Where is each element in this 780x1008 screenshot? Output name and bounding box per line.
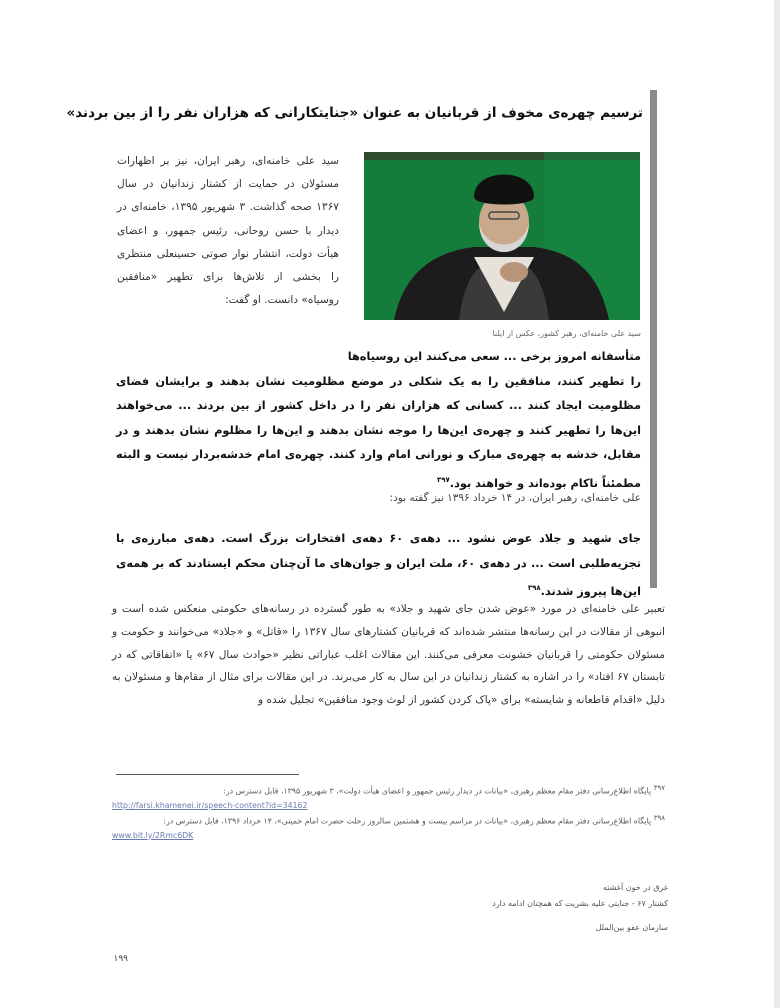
footnote-link[interactable]: http://farsi.khamenei.ir/speech-content?id=34162 (112, 800, 308, 810)
footnote-ref-397[interactable]: ۳۹۷ (436, 475, 450, 484)
footnote-398 (112, 811, 665, 843)
running-title: غرق در خون آغشته (602, 883, 668, 892)
highlighted-section (66, 90, 657, 598)
footnote-397 (112, 781, 665, 813)
footnote-number: ۳۹۸ (653, 814, 665, 822)
intro-paragraph: سید علی خامنه‌ای، رهبر ایران، نیز بر اظهارات مسئولان در حمایت از کشتار زندانیان در سال ۱۳۶۷ صحه گذاشت. ۳ شهریور ۱۳۹۵، خامنه‌ای در دیدار با حسن روحانی، رئیس جمهور، و اعضای هیأت دولت، انتشار نوار صوتی حسینعلی منتظری را بخشی از تلاش‌ها برای تطهیر «منافقین روسیاه» دانست. او گفت: (117, 155, 339, 307)
portrait-illustration (364, 152, 640, 320)
footnote-text: پایگاه اطلاع‌رسانی دفتر مقام معظم رهبری، «بیانات در دیدار رئیس جمهور و اعضای هیأت دولت»، ۳ شهریور ۱۳۹۵، قابل دسترس در: (223, 786, 652, 796)
body-paragraph: تعبیر علی خامنه‌ای در مورد «عوض شدن جای شهید و جلاد» به طور گسترده در رسانه‌های حکومتی منعکس شده است و انبوهی از مقالات در این رسانه‌ها منتشر شده‌اند که قربانیان کشتارهای سال ۱۳۶۷ را «قاتل» و «جلاد» می‌خوانند و حکومت و مسئولان حکومتی را قربانیان خشونت معرفی می‌کنند. این مقالات اغلب عباراتی نظیر «حوادث سال ۶۷» یا «اتفاقاتی که در تابستان ۶۷ افتاد» را در اشاره به کشتار زندانیان در این سال به کار می‌برند. در این مقالات برای مثال از مقام‌ها و مسئولان به دلیل «اقدام قاطعانه و شایسته» برای «پاک کردن کشور از لوث وجود منافقین» تجلیل شده و (112, 603, 666, 707)
quote-block-1 (116, 345, 641, 496)
page-number: ۱۹۹ (113, 954, 128, 964)
section-side-bar (650, 90, 657, 588)
attribution-note: علی خامنه‌ای، رهبر ایران، در ۱۴ خرداد ۱۳۹۶ نیز گفته بود: (389, 492, 641, 504)
quote-block-2 (116, 527, 641, 604)
footnote-link[interactable]: www.bit.ly/2Rmc6DK (112, 830, 194, 840)
quote-1-first-line: متأسفانه امروز برخی ... سعی می‌کنند این روسیاه‌ها (347, 350, 641, 363)
page-edge (774, 0, 780, 1008)
footnote-ref-398[interactable]: ۳۹۸ (527, 584, 541, 592)
footnote-divider (116, 774, 299, 775)
leader-photo (364, 152, 640, 320)
section-heading: ترسیم چهره‌ی مخوف از قربانیان به عنوان «جنایتکارانی که هزاران نفر را از بین بردند» (66, 105, 643, 121)
quote-1-body: را تطهیر کنند، منافقین را به یک شکلی در موضع مظلومیت نشان بدهند و برایشان فضای مظلومیت ایجاد کنند ... کسانی که هزاران نفر را در داخل کشور از بین بردند ... می‌خواهند این‌ها را تطهیر کنند و چهره‌ی این‌ها را موجه نشان بدهند و این‌ها را مظلوم نشان بدهند و در مقابل، خدشه به چهره‌ی مبارک و نورانی امام وارد کنند. چهره‌ی امام خدشه‌بردار نیست و البته مطمئناً ناکام بوده‌اند و خواهند بود. (116, 374, 641, 490)
photo-caption: سید علی خامنه‌ای، رهبر کشور، عکس از ایلنا (492, 329, 641, 338)
quote-2-body: جای شهید و جلاد عوض نشود ... دهه‌ی ۶۰ دهه‌ی افتخارات بزرگ است. دهه‌ی مبارزه‌ی با تجزیه‌طلبی است ... در دهه‌ی ۶۰، ملت ایران و جوان‌های ما آن‌چنان محکم ایستادند که بر همه‌ی این‌ها پیروز شدند. (116, 532, 641, 598)
running-subtitle: کشتار ۶۷ - جنایتی علیه بشریت که همچنان ادامه دارد (492, 899, 668, 908)
publisher-name: سازمان عفو بین‌الملل (595, 923, 668, 932)
footnote-text: پایگاه اطلاع‌رسانی دفتر مقام معظم رهبری، «بیانات در مراسم بیست و هشتمین سالروز رحلت حضرت امام خمینی»، ۱۴ خرداد ۱۳۹۶، قابل دسترس در: (163, 816, 652, 826)
footnote-number: ۳۹۷ (653, 784, 665, 792)
